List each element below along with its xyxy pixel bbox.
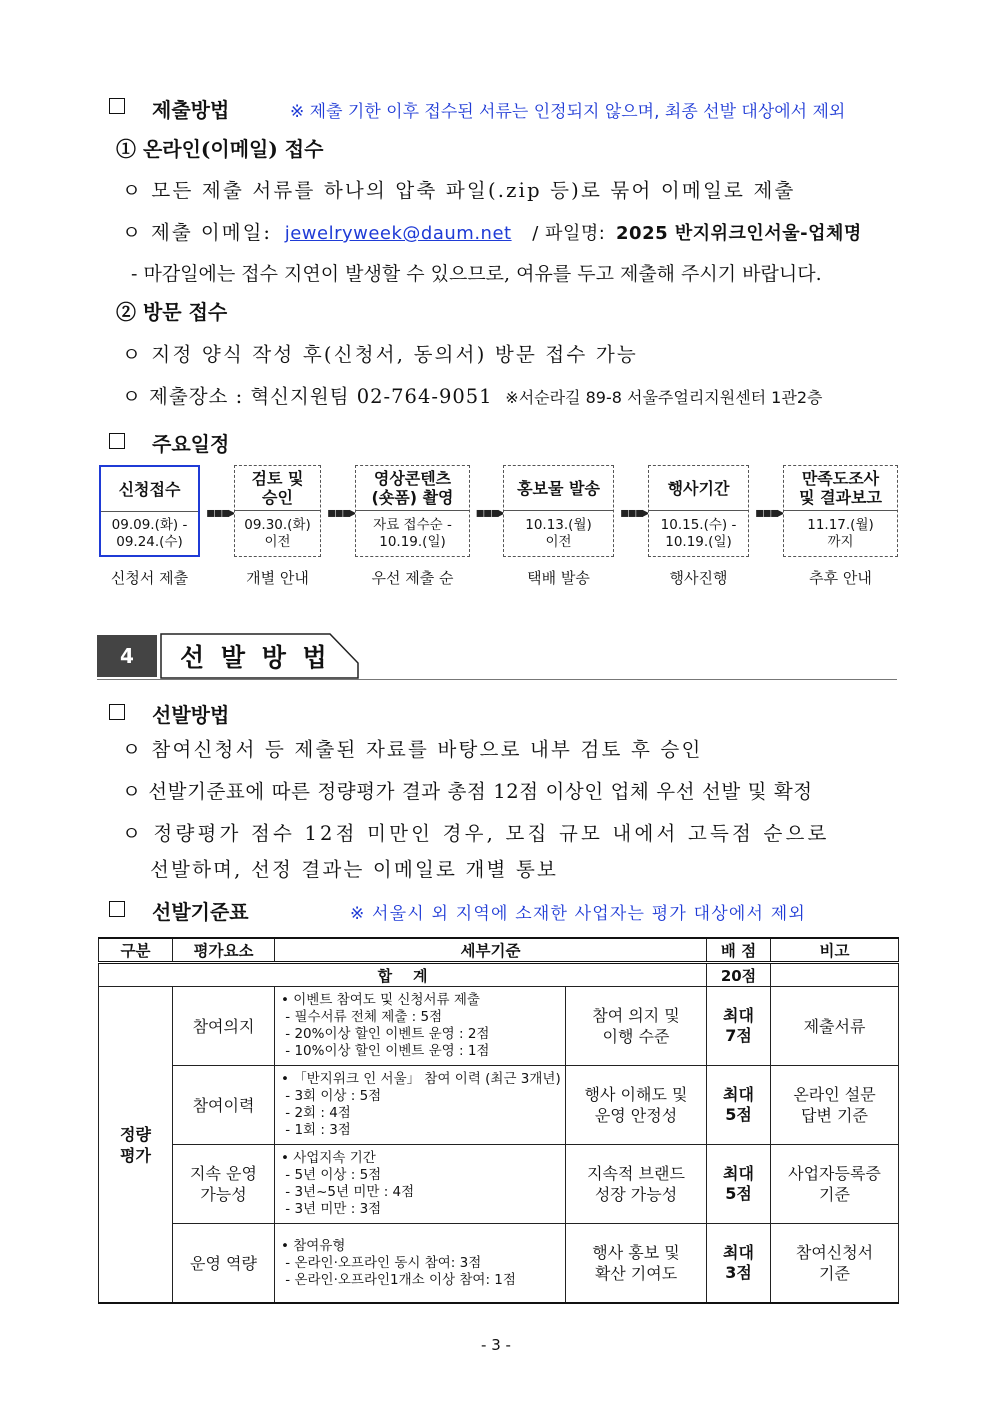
schedule-step-title: 영상콘텐츠 (숏폼) 촬영 <box>356 466 469 511</box>
schedule-step-date: 11.17.(월) 까지 <box>807 516 874 550</box>
detail-line: • 참여유형 <box>281 1237 346 1254</box>
schedule-step-title: 만족도조사 및 결과보고 <box>784 466 897 511</box>
detail-line: - 20%이상 할인 이벤트 운영 : 2점 <box>281 1026 490 1042</box>
arrow-right-icon: ▪▪▪▸ <box>755 505 783 521</box>
visit-title: ② 방문 접수 <box>116 300 228 324</box>
remark-cell: 온라인 설문 답변 기준 <box>771 1066 899 1145</box>
section-divider <box>97 679 897 680</box>
page-number: - 3 - <box>481 1336 511 1354</box>
remark-cell: 사업자등록증 기준 <box>771 1145 899 1224</box>
schedule-heading: 주요일정 <box>152 432 230 456</box>
schedule-step-date: 자료 접수순 - 10.19.(일) <box>373 516 452 550</box>
arrow-right-icon: ▪▪▪▸ <box>475 505 503 521</box>
online-item-2 <box>122 217 862 245</box>
selection-item-1: ㅇ 참여신청서 등 제출된 자료를 바탕으로 내부 검토 후 승인 <box>122 738 703 761</box>
schedule-step-title: 검토 및 승인 <box>235 466 320 511</box>
schedule-step-caption: 택배 발송 <box>527 569 590 587</box>
criteria-row <box>99 1066 899 1145</box>
criterion-cell: 행사 홍보 및 확산 기여도 <box>566 1224 707 1304</box>
criterion-cell: 지속적 브랜드 성장 가능성 <box>566 1145 707 1224</box>
submission-note: ※ 제출 기한 이후 접수된 서류는 인정되지 않으며, 최종 선발 대상에서 제외 <box>290 102 846 122</box>
schedule-step <box>783 465 898 557</box>
total-label: 합 계 <box>99 963 707 987</box>
points-cell: 최대 3점 <box>707 1224 771 1304</box>
filename: 2025 반지위크인서울-업체명 <box>616 223 862 244</box>
schedule-step-date: 09.30.(화) 이전 <box>244 516 311 550</box>
detail-line: • 「반지위크 인 서울」 참여 이력 (최근 3개년) <box>281 1071 561 1087</box>
element-cell: 운영 역량 <box>173 1224 275 1304</box>
selection-heading: 선발방법 <box>152 703 230 727</box>
detail-line: - 온라인·오프라인1개소 이상 참여: 1점 <box>281 1271 516 1288</box>
schedule-step-date: 10.13.(월) 이전 <box>525 516 592 550</box>
criterion-cell: 행사 이해도 및 운영 안정성 <box>566 1066 707 1145</box>
online-item-2-prefix: ㅇ 제출 이메일: <box>122 221 272 244</box>
selection-item-2: ㅇ 선발기준표에 따른 정량평가 결과 총점 12점 이상인 업체 우선 선발 및 확정 <box>122 780 813 803</box>
points-cell: 최대 5점 <box>707 1145 771 1224</box>
schedule-step <box>234 465 321 557</box>
criterion-cell: 참여 의지 및 이행 수준 <box>566 987 707 1066</box>
criteria-row <box>99 1145 899 1224</box>
element-cell: 참여의지 <box>173 987 275 1066</box>
total-points: 20점 <box>707 963 771 987</box>
header-remark: 비고 <box>771 938 899 963</box>
schedule-step-caption: 우선 제출 순 <box>371 569 454 587</box>
visit-item-2-note: ※서순라길 89-8 서울주얼리지원센터 1관2층 <box>505 388 823 407</box>
detail-cell <box>275 987 566 1066</box>
header-category: 구분 <box>99 938 173 963</box>
detail-line: - 필수서류 전체 제출 : 5점 <box>281 1009 443 1025</box>
element-cell: 지속 운영 가능성 <box>173 1145 275 1224</box>
schedule-step-date: 10.15.(수) - 10.19.(일) <box>660 516 737 550</box>
checkbox-square-icon <box>109 704 125 720</box>
selection-item-3b: 선발하며, 선정 결과는 이메일로 개별 통보 <box>150 858 559 881</box>
detail-line: - 3회 이상 : 5점 <box>281 1088 382 1104</box>
filename-label: / 파일명: <box>532 223 606 244</box>
checkbox-square-icon <box>109 901 125 917</box>
remark-cell: 참여신청서 기준 <box>771 1224 899 1304</box>
schedule-step-caption: 신청서 제출 <box>110 569 189 587</box>
schedule-step-title: 행사기간 <box>649 466 748 511</box>
detail-line: - 5년 이상 : 5점 <box>281 1167 382 1183</box>
visit-item-2 <box>122 381 822 409</box>
detail-line: • 이벤트 참여도 및 신청서류 제출 <box>281 992 480 1008</box>
schedule-step-caption: 추후 안내 <box>809 569 872 587</box>
schedule-step <box>648 465 749 557</box>
detail-line: - 10%이상 할인 이벤트 운영 : 1점 <box>281 1043 490 1059</box>
visit-item-1: ㅇ 지정 양식 작성 후(신청서, 동의서) 방문 접수 가능 <box>122 343 638 366</box>
category-cell: 정량 평가 <box>99 987 173 1304</box>
online-sub-note: - 마감일에는 접수 지연이 발생할 수 있으므로, 여유를 두고 제출해 주시기 바랍니다. <box>131 263 822 285</box>
email-link[interactable]: jewelryweek@daum.net <box>284 223 512 244</box>
section-number-badge: 4 <box>97 635 157 677</box>
schedule-step-caption: 개별 안내 <box>246 569 309 587</box>
criteria-heading: 선발기준표 <box>152 900 249 924</box>
element-cell: 참여이력 <box>173 1066 275 1145</box>
total-row <box>99 963 899 987</box>
points-cell: 최대 7점 <box>707 987 771 1066</box>
selection-item-3a: ㅇ 정량평가 점수 12점 미만인 경우, 모집 규모 내에서 고득점 순으로 <box>122 822 830 845</box>
checkbox-square-icon <box>109 98 125 114</box>
online-item-1: ㅇ 모든 제출 서류를 하나의 압축 파일(.zip 등)로 묶어 이메일로 제출 <box>122 179 796 202</box>
criteria-note: ※ 서울시 외 지역에 소재한 사업자는 평가 대상에서 제외 <box>350 904 806 924</box>
detail-line: • 사업지속 기간 <box>281 1150 376 1166</box>
schedule-step <box>99 465 200 557</box>
total-remark <box>771 963 899 987</box>
schedule-step-title: 신청접수 <box>101 467 198 512</box>
criteria-row <box>99 987 899 1066</box>
detail-line: - 3년 미만 : 3점 <box>281 1201 382 1217</box>
remark-cell: 제출서류 <box>771 987 899 1066</box>
header-points: 배 점 <box>707 938 771 963</box>
detail-cell <box>275 1145 566 1224</box>
schedule-step <box>355 465 470 557</box>
header-element: 평가요소 <box>173 938 275 963</box>
detail-cell <box>275 1224 566 1304</box>
detail-line: - 1회 : 3점 <box>281 1122 351 1138</box>
online-title: ① 온라인(이메일) 접수 <box>116 137 324 161</box>
schedule-step-date: 09.09.(화) - 09.24.(수) <box>111 516 188 550</box>
detail-line: - 3년~5년 미만 : 4점 <box>281 1184 415 1200</box>
header-detail: 세부기준 <box>275 938 707 963</box>
schedule-step-caption: 행사진행 <box>669 569 728 587</box>
points-cell: 최대 5점 <box>707 1066 771 1145</box>
criteria-row <box>99 1224 899 1304</box>
schedule-step-title: 홍보물 발송 <box>504 466 613 511</box>
detail-line: - 2회 : 4점 <box>281 1105 351 1121</box>
arrow-right-icon: ▪▪▪▸ <box>620 505 648 521</box>
detail-cell <box>275 1066 566 1145</box>
detail-line: - 온라인·오프라인 동시 참여: 3점 <box>281 1254 482 1271</box>
checkbox-square-icon <box>109 433 125 449</box>
schedule-step <box>503 465 614 557</box>
submission-heading: 제출방법 <box>152 98 230 122</box>
criteria-table <box>98 937 899 1304</box>
arrow-right-icon: ▪▪▪▸ <box>206 505 234 521</box>
arrow-right-icon: ▪▪▪▸ <box>327 505 355 521</box>
visit-item-2-text: ㅇ 제출장소 : 혁신지원팀 02-764-9051 <box>122 385 493 408</box>
section-title: 선 발 방 법 <box>180 643 331 672</box>
